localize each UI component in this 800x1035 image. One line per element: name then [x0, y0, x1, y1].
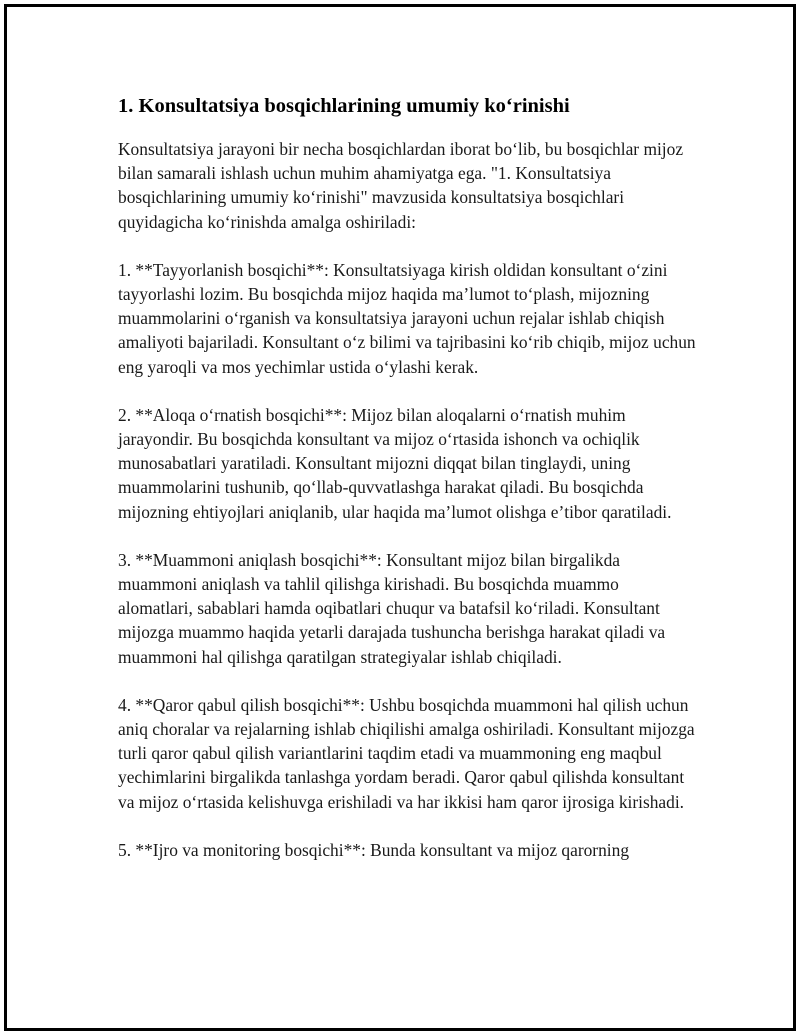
intro-paragraph: Konsultatsiya jarayoni bir necha bosqichlardan iborat boʻlib, bu bosqichlar mijoz bilan samarali ishlash uchun muhim ahamiyatga ega. "1. Konsultatsiya bosqichlarining umumiy koʻrinishi" mavzusida konsultatsiya bosqichlari quyidagicha koʻrinishda amalga oshiriladi: [118, 139, 684, 232]
stage-5-paragraph: 5. **Ijro va monitoring bosqichi**: Bunda konsultant va mijoz qarorning [118, 839, 630, 860]
document-title: 1. Konsultatsiya bosqichlarining umumiy koʻrinishi [118, 95, 570, 117]
stage-2-paragraph: 2. **Aloqa oʻrnatish bosqichi**: Mijoz bilan aloqalarni oʻrnatish muhim jarayondir. Bu bosqichda konsultant va mijoz oʻrtasida ishonch va ochiqlik munosabatlari yaratiladi. Konsultant mijozni diqqat bilan tinglaydi, uning muammolarini tushunib, qoʻllab-quvvatlashga harakat qiladi. Bu bosqichda mijozning ehtiyojlari aniqlanib, ular haqida maʼlumot olishga eʼtibor qaratiladi. [118, 404, 672, 522]
document-body [118, 93, 698, 886]
stage-4-paragraph: 4. **Qaror qabul qilish bosqichi**: Ushbu bosqichda muammoni hal qilish uchun aniq choralar va rejalarning ishlab chiqilishi amalga oshiriladi. Konsultant mijozga turli qaror qabul qilish variantlarini taqdim etadi va muammoning eng maqbul yechimlarini birgalikda tanlashga yordam beradi. Qaror qabul qilishda konsultant va mijoz oʻrtasida kelishuvga erishiladi va har ikkisi ham qaror ijrosiga kirishadi. [118, 694, 695, 812]
stage-3-paragraph: 3. **Muammoni aniqlash bosqichi**: Konsultant mijoz bilan birgalikda muammoni aniqlash va tahlil qilishga kirishadi. Bu bosqichda muammo alomatlari, sabablari hamda oqibatlari chuqur va batafsil koʻriladi. Konsultant mijozga muammo haqida yetarli darajada tushuncha berishga harakat qiladi va muammoni hal qilishga qaratilgan strategiyalar ishlab chiqiladi. [118, 549, 666, 667]
stage-1-paragraph: 1. **Tayyorlanish bosqichi**: Konsultatsiyaga kirish oldidan konsultant oʻzini tayyorlashi lozim. Bu bosqichda mijoz haqida maʼlumot toʻplash, mijozning muammolarini oʻrganish va konsultatsiya jarayoni uchun rejalar ishlab chiqish amaliyoti bajariladi. Konsultant oʻz bilimi va tajribasini koʻrib chiqib, mijoz uchun eng yaroqli va mos yechimlar ustida oʻylashi kerak. [118, 259, 696, 377]
